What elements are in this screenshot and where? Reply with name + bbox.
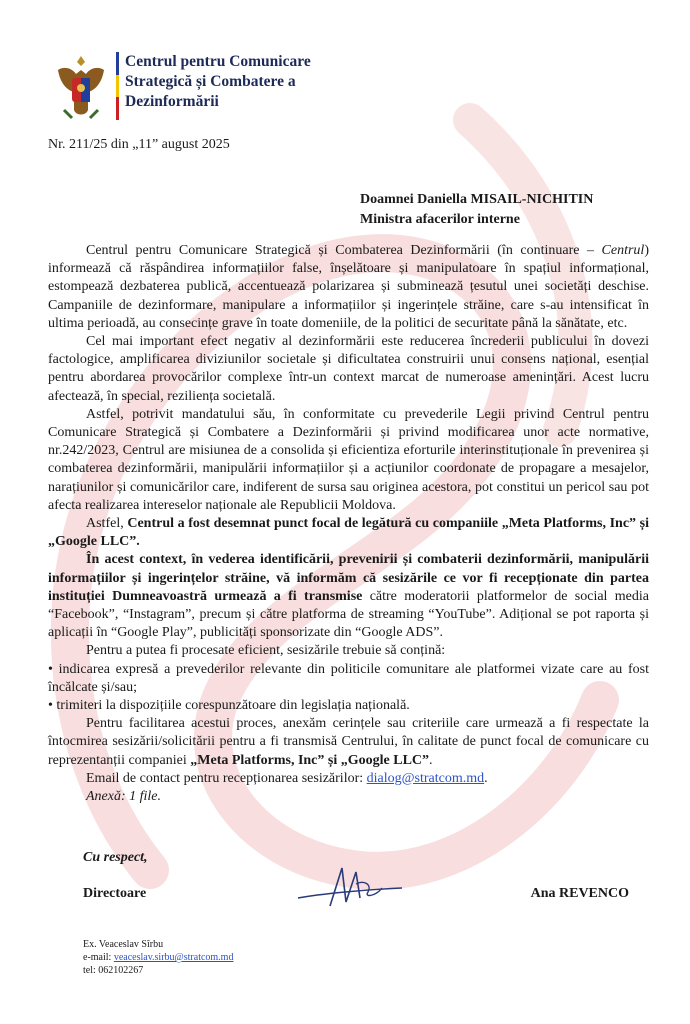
bullet-item-2: • trimiteri la dispozițiile corespunzătoare din legislația națională.: [48, 698, 410, 714]
organization-name: Centrul pentru Comunicare Strategică și Combatere a Dezinformării: [125, 53, 311, 110]
closing-salutation: Cu respect,: [83, 850, 148, 865]
paragraph-8: Email de contact pentru recepționarea sesizărilor: dialog@stratcom.md.: [86, 770, 488, 786]
executor-footer: [83, 938, 233, 977]
flag-tricolor-bar: [116, 52, 119, 120]
executor-email-link[interactable]: veaceslav.sirbu@stratcom.md: [113, 952, 234, 963]
moldova-coat-of-arms-icon: [52, 52, 110, 122]
paragraph-3: Astfel, potrivit mandatului său, în conformitate cu prevederile Legii privind Centrul pentru Comunicare Strategică și Combatere a Dezinformării și privind modificarea unor acte normative, nr.242/2023, Centrul are misiunea de a consolida și eficientiza eforturile interinstituționale în prevenirea și combaterea dezinformării, manipulării informațiilor și a acțiunilor coordonate de propagare a mesajelor, narațiunilor și comunicărilor care, indiferent de sursa sau originea acestora, pot constitui un pericol sau pot afecta realizarea intereselor naționale ale Republicii Moldova.: [48, 406, 649, 513]
handwritten-signature: [290, 858, 410, 918]
executor-name: Ex. Veaceslav Sîrbu: [83, 939, 164, 950]
paragraph-2: Cel mai important efect negativ al dezinformării este reducerea încrederii publicului în dovezi factologice, amplificarea diviziunilor societale și dificultatea construirii unui consens național, esențial pentru abordarea provocărilor complexe într-un context marcat de numeroase amenințări. Acest lucru afectează, în special, reziliența societală.: [48, 334, 649, 404]
paragraph-6: Pentru a putea fi procesate eficient, sesizările trebuie să conțină:: [86, 643, 446, 659]
letter-body: [48, 242, 649, 806]
letterhead: [52, 52, 355, 122]
paragraph-5: În acest context, în vederea identificării, prevenirii și combaterii dezinformării, manipulării informațiilor și ingerințelor străine, vă informăm că sesizările ce vor fi recepționate din partea instituției Dumneavoastră urmează a fi transmise către moderatorii platformelor de social media “Facebook”, “Instagram”, precum și către platforma de streaming “YouTube”. Adițional se pot raporta și aplicații în “Google Play”, publicități sponsorizate din “Google ADS”.: [48, 552, 649, 641]
bullet-item-1: • indicarea expresă a prevederilor relevante din politicile comunitare ale platformei vizate care au fost încălcate și/sau;: [48, 661, 649, 695]
paragraph-1: Centrul pentru Comunicare Strategică și Combaterea Dezinformării (în continuare – Centrul) informează că răspândirea informațiilor false, înșelătoare și manipulatoare în spațiul informațional, estompează dezbaterea publică, accentuează polarizarea și subminează țesutul unei societăți deschise. Campaniile de dezinformare, manipulare a informațiilor și ingerințele străine, care s-au intensificat în ultima perioadă, au consecințe grave în toate domeniile, de la politici de securitate până la sănătate, etc.: [48, 243, 649, 331]
contact-email-link[interactable]: dialog@stratcom.md: [366, 770, 485, 786]
addressee-title: Ministra afacerilor interne: [360, 212, 520, 227]
paragraph-4: Astfel, Centrul a fost desemnat punct focal de legătură cu companiile „Meta Platforms, Inc” și „Google LLC”.: [48, 516, 649, 550]
addressee-block: [360, 190, 593, 230]
paragraph-7: Pentru facilitarea acestui proces, anexăm cerințele sau criteriile care urmează a fi respectate la întocmirea sesizării/solicitării pentru a fi transmisă Centrului, în calitate de punct focal de comunicare cu reprezentanții companiei „Meta Platforms, Inc” și „Google LLC”.: [48, 716, 649, 768]
addressee-name: Doamnei Daniella MISAIL-NICHITIN: [360, 192, 594, 207]
annex-note: Anexă: 1 file.: [86, 789, 162, 805]
signatory-name: Ana REVENCO: [530, 886, 629, 901]
executor-phone: tel: 062102267: [83, 965, 144, 976]
document-reference: Nr. 211/25 din „11” august 2025: [48, 137, 230, 152]
signatory-title: Directoare: [83, 886, 147, 901]
executor-email-line: e-mail: veaceslav.sirbu@stratcom.md: [83, 952, 234, 963]
